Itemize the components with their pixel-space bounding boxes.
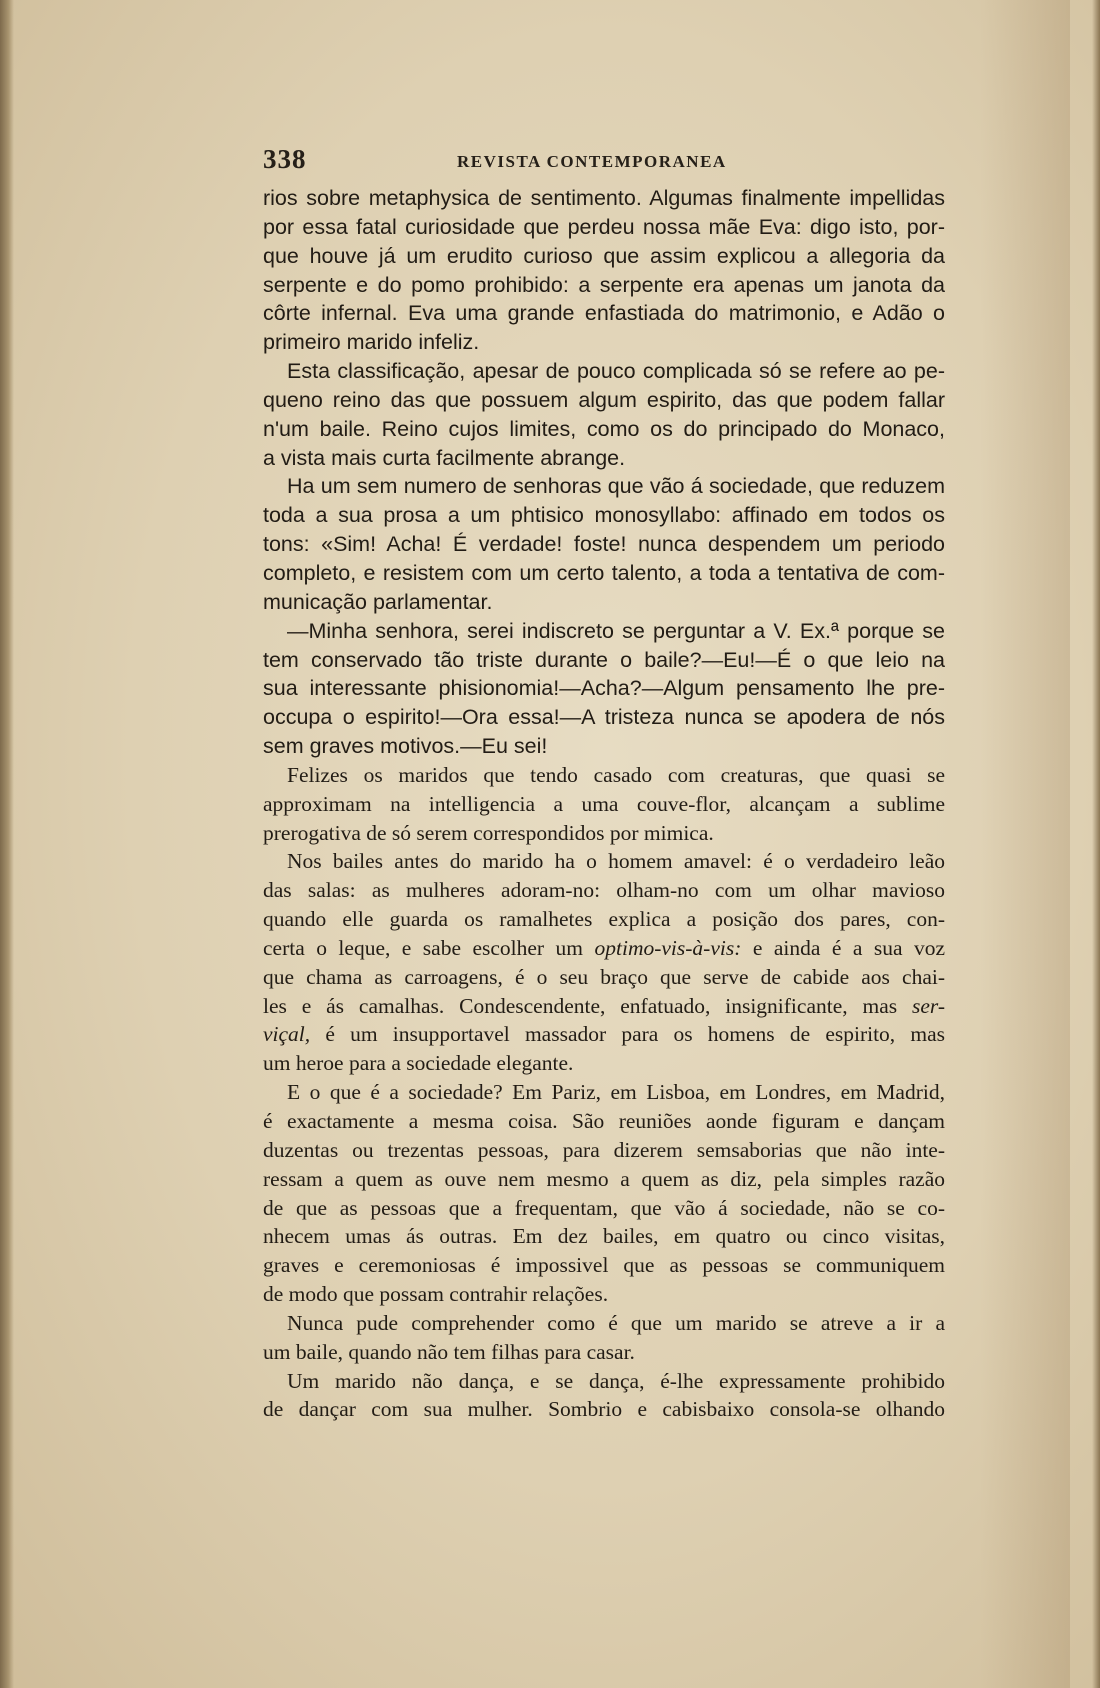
text-line: occupa o espirito!—Ora essa!—A tristeza nunca se apodera de nós	[263, 705, 945, 730]
text-line: Nunca pude comprehender como é que um marido se atreve a ir a	[287, 1310, 945, 1335]
text-line: por essa fatal curiosidade que perdeu nossa mãe Eva: digo isto, por-	[263, 214, 945, 239]
text-line: duzentas ou trezentas pessoas, para dizerem semsaborias que não inte-	[263, 1137, 945, 1162]
text-line: côrte infernal. Eva uma grande enfastiada do matrimonio, e Adão o	[263, 301, 945, 326]
italic-phrase: viçal,	[263, 1022, 311, 1047]
italic-phrase: ser-	[911, 993, 945, 1018]
text-line: a vista mais curta facilmente abrange.	[263, 445, 626, 470]
text-line: serpente e do pomo prohibido: a serpente era apenas um janota da	[263, 272, 945, 297]
text-line: de que as pessoas que a frequentam, que vão á sociedade, não se co-	[263, 1195, 945, 1220]
text-line: —Minha senhora, serei indiscreto se perguntar a V. Ex.ª porque se	[287, 618, 945, 643]
page-binding-edge	[0, 0, 14, 1688]
page-number: 338	[263, 144, 307, 174]
text-line: de modo que possam contrahir relações.	[263, 1282, 609, 1307]
text-line: ressam a quem as ouve nem mesmo a quem as diz, pela simples razão	[263, 1166, 945, 1191]
text-line: de dançar com sua mulher. Sombrio e cabisbaixo consola-se olhando	[263, 1397, 945, 1422]
text-line	[263, 1020, 945, 1049]
text-line: queno reino das que possuem algum espirito, das que podem fallar	[263, 387, 945, 412]
text-line: é exactamente a mesma coisa. São reuniões aonde figuram e dançam	[263, 1109, 945, 1133]
text-line: graves e ceremoniosas é impossivel que as pessoas se communiquem	[263, 1253, 945, 1278]
text-segment: e ainda é a sua voz	[752, 935, 946, 960]
page-right-edge	[1092, 0, 1100, 1688]
text-line: n'um baile. Reino cujos limites, como os do principado do Monaco,	[263, 416, 945, 441]
text-line: Nos bailes antes do marido ha o homem amavel: é o verdadeiro leão	[287, 849, 945, 874]
page-header	[263, 144, 943, 178]
text-line: toda a sua prosa a um phtisico monosyllabo: affinado em todos os	[263, 503, 945, 528]
text-line: nhecem umas ás outras. Em dez bailes, em quatro ou cinco visitas,	[263, 1224, 945, 1249]
text-line: tons: «Sim! Acha! É verdade! foste! nunca despendem um periodo	[263, 532, 945, 557]
text-segment: certa o leque, e sabe escolher um	[263, 935, 584, 960]
text-line: quando elle guarda os ramalhetes explica a posição dos pares, con-	[263, 907, 945, 932]
text-line: um baile, quando não tem filhas para casar.	[263, 1339, 635, 1364]
text-line: sua interessante phisionomia!—Acha?—Algum pensamento lhe pre-	[263, 676, 945, 701]
text-line: que houve já um erudito curioso que assim explicou a allegoria da	[263, 243, 945, 268]
text-line: Felizes os maridos que tendo casado com creaturas, que quasi se	[287, 762, 945, 787]
italic-phrase: optimo-vis-à-vis:	[594, 935, 742, 960]
text-line: E o que é a sociedade? Em Pariz, em Lisboa, em Londres, em Madrid,	[287, 1080, 945, 1105]
text-line	[263, 992, 945, 1021]
text-line: tem conservado tão triste durante o baile?—Eu!—É o que leio na	[263, 647, 945, 672]
text-line: prerogativa de só serem correspondidos por mimica.	[263, 820, 714, 845]
text-line: primeiro marido infeliz.	[263, 330, 480, 355]
text-line: Esta classificação, apesar de pouco complicada só se refere ao pe-	[287, 359, 945, 384]
text-line: Um marido não dança, e se dança, é-lhe expressamente prohibido	[287, 1368, 945, 1393]
text-line: Ha um sem numero de senhoras que vão á sociedade, que reduzem	[287, 474, 945, 499]
running-title: REVISTA CONTEMPORANEA	[457, 152, 727, 171]
text-segment: les e ás camalhas. Condescendente, enfatuado, insignificante, mas	[263, 993, 898, 1018]
text-line: das salas: as mulheres adoram-no: olham-no com um olhar mavioso	[263, 878, 945, 903]
text-line: municação parlamentar.	[263, 589, 493, 614]
text-line: approximam na intelligencia a uma couve-flor, alcançam a sublime	[263, 791, 945, 816]
text-line: completo, e resistem com um certo talento, a toda a tentativa de com-	[263, 560, 945, 585]
text-line	[263, 934, 945, 963]
text-line: que chama as carroagens, é o seu braço que serve de cabide aos chai-	[263, 964, 945, 989]
body-text	[263, 184, 945, 1424]
text-line: sem graves motivos.—Eu sei!	[263, 734, 548, 759]
text-line: um heroe para a sociedade elegante.	[263, 1051, 574, 1076]
page-edge-stain	[980, 0, 1070, 1688]
text-line: rios sobre metaphysica de sentimento. Algumas finalmente impellidas	[263, 186, 945, 210]
text-segment: é um insupportavel massador para os homens de espirito, mas	[325, 1022, 945, 1047]
